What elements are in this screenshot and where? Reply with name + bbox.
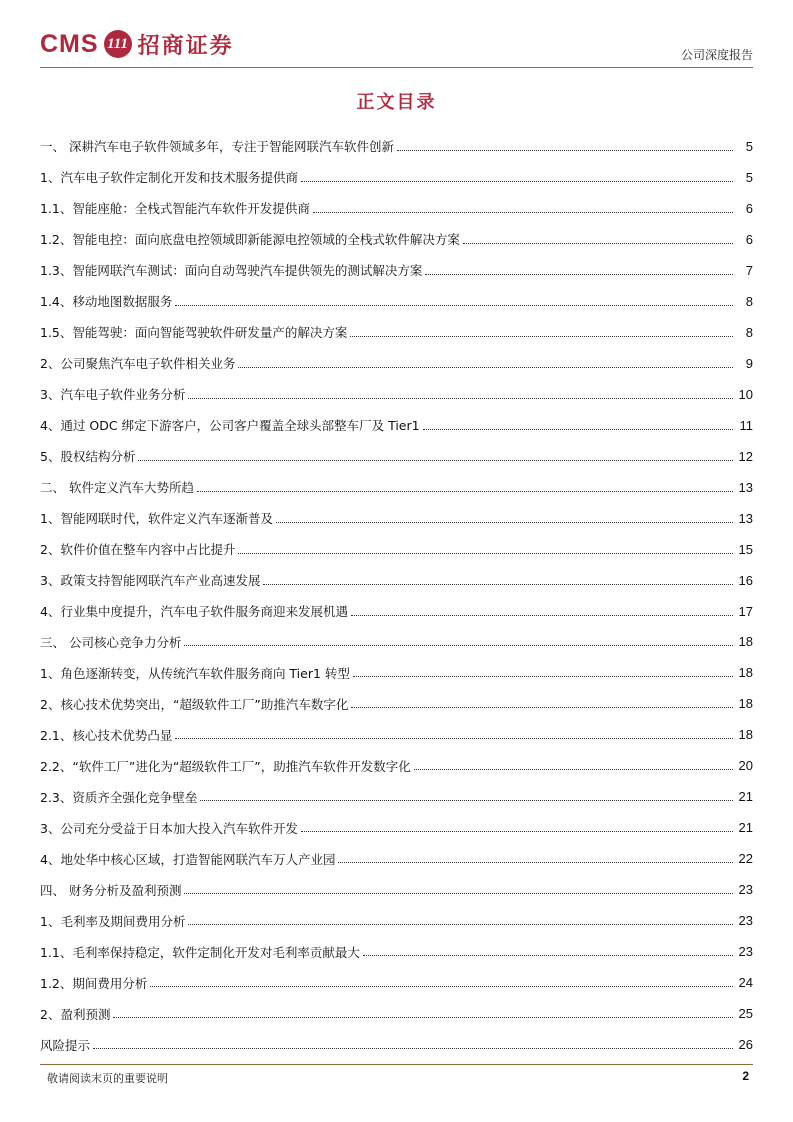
toc-entry[interactable] [40,317,753,348]
toc-entry-title: 1、智能网联时代，软件定义汽车逐渐普及 [40,511,273,527]
toc-entry-page: 23 [738,882,753,898]
toc-entry-title: 3、汽车电子软件业务分析 [40,387,186,403]
toc-dot-leader [184,893,733,894]
toc-entry-page: 9 [745,355,753,371]
toc-entry-page: 5 [745,169,753,185]
toc-entry[interactable] [40,286,753,317]
toc-entry-title: 2.3、资质齐全强化竞争壁垒 [40,789,198,805]
toc-entry-page: 6 [745,231,753,247]
toc-entry[interactable] [40,843,753,874]
toc-dot-leader [200,800,733,801]
toc-entry-title: 1、毛利率及期间费用分析 [40,913,186,929]
toc-entry-page: 6 [745,200,753,216]
page-number: 2 [742,1069,749,1083]
toc-entry-page: 24 [738,975,753,991]
logo-badge-icon: 111 [104,30,132,58]
logo-cms-text: CMS [40,29,99,58]
toc-entry[interactable] [40,596,753,627]
toc-entry-page: 18 [738,696,753,712]
toc-entry-title: 2.1、核心技术优势凸显 [40,727,173,743]
toc-entry-page: 8 [745,293,753,309]
toc-entry[interactable] [40,627,753,658]
toc-dot-leader [276,522,733,523]
header-divider [40,67,753,68]
toc-entry-page: 18 [738,634,753,650]
toc-title: 正文目录 [356,92,437,113]
toc-dot-leader [414,769,733,770]
toc-entry-title: 3、公司充分受益于日本加大投入汽车软件开发 [40,820,298,836]
toc-entry[interactable] [40,750,753,781]
toc-entry[interactable] [40,441,753,472]
toc-entry-page: 25 [738,1006,753,1022]
toc-dot-leader [197,491,733,492]
page-header [40,26,753,66]
toc-entry-title: 4、地处华中核心区域，打造智能网联汽车万人产业园 [40,851,336,867]
toc-entry[interactable] [40,472,753,503]
report-type-label: 公司深度报告 [680,48,753,62]
toc-entry-page: 17 [738,603,753,619]
toc-entry-title: 2、软件价值在整车内容中占比提升 [40,542,236,558]
toc-entry-title: 一、 深耕汽车电子软件领域多年，专注于智能网联汽车软件创新 [40,139,394,155]
toc-entry-title: 1.1、智能座舱：全栈式智能汽车软件开发提供商 [40,201,310,217]
toc-entry[interactable] [40,503,753,534]
toc-entry[interactable] [40,131,753,162]
toc-entry[interactable] [40,998,753,1029]
toc-entry-title: 1.4、移动地图数据服务 [40,294,173,310]
cms-logo [40,26,234,62]
toc-entry-page: 11 [739,417,753,433]
toc-dot-leader [425,274,733,275]
toc-entry-title: 二、 软件定义汽车大势所趋 [40,480,194,496]
logo-chinese-name: 招商证券 [137,32,234,59]
toc-entry[interactable] [40,565,753,596]
toc-entry[interactable] [40,781,753,812]
toc-dot-leader [238,367,733,368]
toc-entry-page: 16 [738,572,753,588]
toc-entry-page: 18 [738,727,753,743]
toc-entry-page: 7 [745,262,753,278]
toc-entry-page: 12 [738,448,753,464]
toc-entry-title: 1.1、毛利率保持稳定，软件定制化开发对毛利率贡献最大 [40,944,360,960]
toc-entry-page: 10 [738,386,753,402]
toc-dot-leader [338,862,733,863]
toc-entry-title: 2、公司聚焦汽车电子软件相关业务 [40,356,236,372]
toc-entry-title: 风险提示 [40,1037,91,1053]
toc-dot-leader [175,738,733,739]
toc-dot-leader [313,212,733,213]
toc-entry-page: 13 [738,510,753,526]
toc-entry-title: 1、汽车电子软件定制化开发和技术服务提供商 [40,170,298,186]
toc-entry-title: 2、核心技术优势突出，“超级软件工厂”助推汽车数字化 [40,696,349,712]
toc-entry-title: 三、 公司核心竞争力分析 [40,634,182,650]
toc-entry[interactable] [40,874,753,905]
toc-entry-title: 1、角色逐渐转变，从传统汽车软件服务商向 Tier1 转型 [40,665,350,681]
toc-dot-leader [351,707,733,708]
toc-entry-title: 1.2、智能电控：面向底盘电控领域即新能源电控领域的全栈式软件解决方案 [40,232,460,248]
toc-dot-leader [184,645,733,646]
toc-entry-title: 4、通过 ODC 绑定下游客户，公司客户覆盖全球头部整车厂及 Tier1 [40,418,420,434]
toc-entry-title: 5、股权结构分析 [40,449,136,465]
toc-dot-leader [138,460,733,461]
toc-entry-page: 15 [738,541,753,557]
toc-dot-leader [301,831,733,832]
toc-dot-leader [150,986,733,987]
toc-dot-leader [351,615,733,616]
toc-entry-title: 四、 财务分析及盈利预测 [40,882,182,898]
toc-dot-leader [93,1048,733,1049]
toc-entry-page: 26 [738,1037,753,1053]
toc-entry-title: 1.2、期间费用分析 [40,975,148,991]
toc-entry-title: 1.3、智能网联汽车测试：面向自动驾驶汽车提供领先的测试解决方案 [40,263,423,279]
toc-entry-page: 5 [745,138,753,154]
toc-dot-leader [301,181,733,182]
toc-entry-page: 13 [738,479,753,495]
toc-dot-leader [238,553,733,554]
toc-entry[interactable] [40,379,753,410]
toc-entry-title: 3、政策支持智能网联汽车产业高速发展 [40,573,261,589]
toc-entry[interactable] [40,936,753,967]
footer-note: 敬请阅读末页的重要说明 [47,1072,168,1085]
table-of-contents [40,131,753,1060]
toc-dot-leader [397,150,733,151]
toc-entry[interactable] [40,688,753,719]
toc-dot-leader [363,955,733,956]
toc-dot-leader [423,429,733,430]
toc-entry[interactable] [40,534,753,565]
toc-entry-page: 21 [738,789,753,805]
toc-entry[interactable] [40,255,753,286]
toc-dot-leader [188,398,733,399]
toc-entry-page: 21 [738,820,753,836]
toc-entry-page: 23 [738,944,753,960]
toc-entry[interactable] [40,224,753,255]
toc-entry-page: 22 [738,851,753,867]
toc-entry[interactable] [40,812,753,843]
footer-divider [40,1064,753,1065]
toc-entry[interactable] [40,657,753,688]
toc-entry-title: 1.5、智能驾驶：面向智能驾驶软件研发量产的解决方案 [40,325,348,341]
toc-entry-title: 4、行业集中度提升，汽车电子软件服务商迎来发展机遇 [40,604,348,620]
toc-entry[interactable] [40,162,753,193]
toc-entry-page: 8 [745,324,753,340]
toc-dot-leader [263,584,733,585]
toc-entry[interactable] [40,348,753,379]
toc-dot-leader [350,336,733,337]
toc-entry[interactable] [40,1029,753,1060]
toc-entry-page: 23 [738,913,753,929]
toc-entry-title: 2.2、“软件工厂”进化为“超级软件工厂”，助推汽车软件开发数字化 [40,758,411,774]
toc-dot-leader [113,1017,733,1018]
toc-entry[interactable] [40,193,753,224]
toc-entry[interactable] [40,967,753,998]
toc-entry[interactable] [40,410,753,441]
toc-entry-title: 2、盈利预测 [40,1006,111,1022]
toc-entry[interactable] [40,905,753,936]
toc-dot-leader [353,676,733,677]
toc-dot-leader [188,924,733,925]
toc-dot-leader [175,305,733,306]
toc-entry-page: 20 [738,758,753,774]
toc-dot-leader [463,243,733,244]
toc-entry[interactable] [40,719,753,750]
toc-entry-page: 18 [738,665,753,681]
